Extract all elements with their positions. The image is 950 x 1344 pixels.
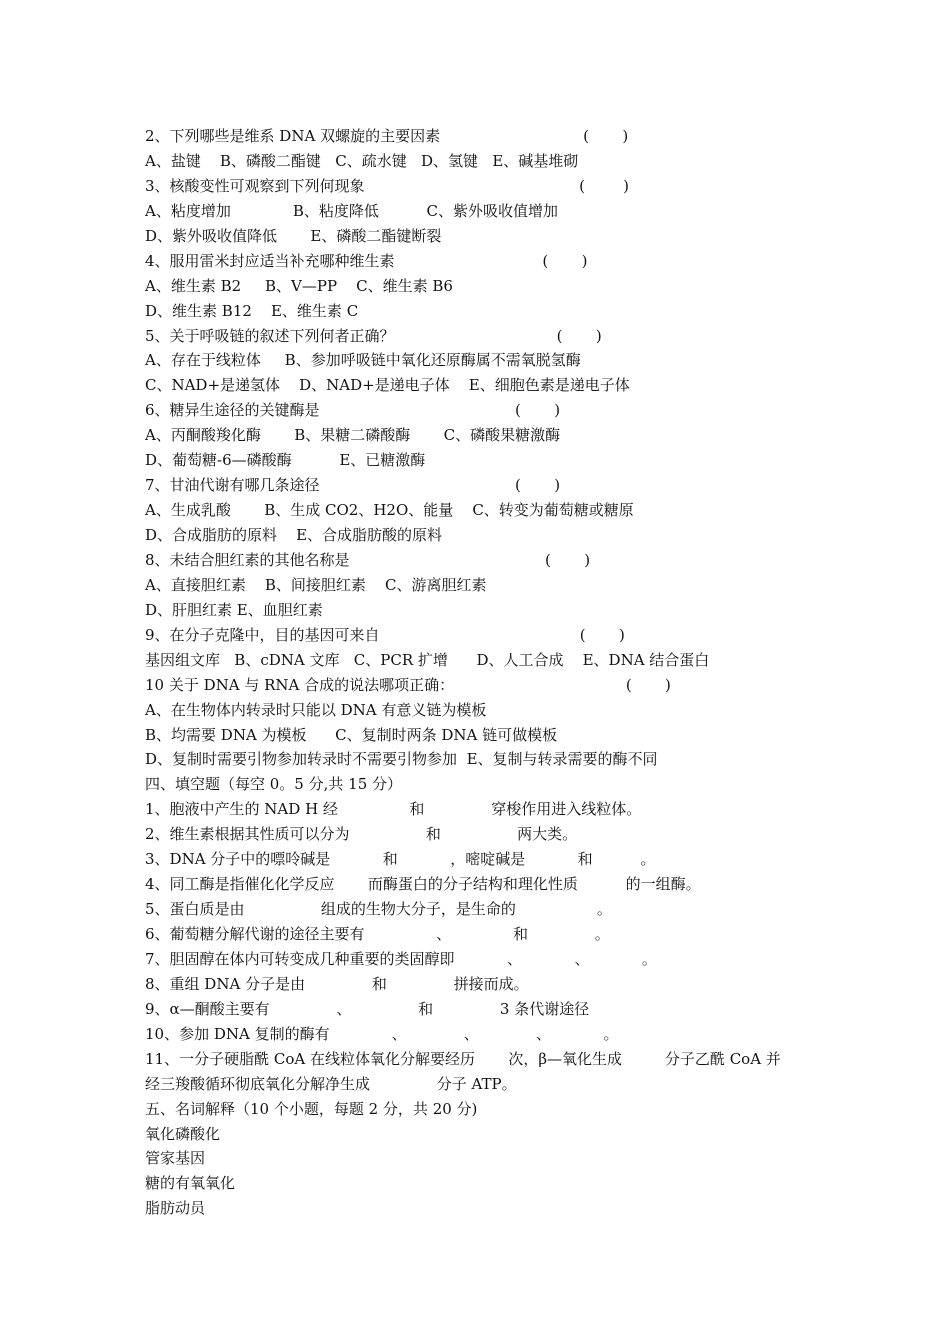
fill-in-3: 3、DNA 分子中的嘌呤碱是 和 ，嘧啶碱是 和 。 [145,850,656,869]
fill-in-11-continued: 经三羧酸循环彻底氧化分解净生成 分子 ATP。 [145,1074,517,1093]
fill-in-5: 5、蛋白质是由 组成的生物大分子，是生命的 。 [145,900,612,919]
question-9: 9、在分子克隆中，目的基因可来自 ( ) [145,625,625,644]
question-7-options-2: D、合成脂肪的原料 E、合成脂肪酸的原料 [145,526,443,544]
fill-in-4: 4、同工酶是指催化化学反应 而酶蛋白的分子结构和理化性质 的一组酶。 [145,875,701,894]
term-oxidative-phosphorylation: 氧化磷酸化 [145,1124,221,1143]
question-4-options-1: A、维生素 B2 B、V—PP C、维生素 B6 [145,276,453,295]
question-5-options-2: C、NAD+是递氢体 D、NAD+是递电子体 E、细胞色素是递电子体 [145,376,630,395]
question-6: 6、糖异生途径的关键酶是 ( ) [145,401,561,420]
fill-in-10: 10、参加 DNA 复制的酶有 、 、 、 。 [145,1024,619,1043]
fill-in-11: 11、一分子硬脂酰 CoA 在线粒体氧化分解要经历 次，β—氧化生成 分子乙酰 CoA 并 [145,1049,781,1068]
question-2-options: A、盐键 B、磷酸二酯键 C、疏水键 D、氢键 E、碱基堆砌 [145,151,579,170]
section-terms-heading: 五、名词解释（10 个小题，每题 2 分，共 20 分) [145,1099,478,1118]
fill-in-8: 8、重组 DNA 分子是由 和 拼接而成。 [145,974,529,993]
fill-in-6: 6、葡萄糖分解代谢的途径主要有 、 和 。 [145,925,610,943]
fill-in-9: 9、α—酮酸主要有 、 和 3 条代谢途径 [145,999,590,1018]
section-fill-in-heading: 四、填空题（每空 0。5 分,共 15 分） [145,775,403,794]
question-4: 4、服用雷米封应适当补充哪种维生素 ( ) [145,251,588,270]
question-9-options: 基因组文库 B、cDNA 文库 C、PCR 扩增 D、人工合成 E、DNA 结合蛋白 [145,650,710,669]
term-housekeeping-gene: 管家基因 [145,1149,206,1168]
question-8-options-2: D、肝胆红素 E、血胆红素 [145,600,323,619]
question-5-options-1: A、存在于线粒体 B、参加呼吸链中氧化还原酶属不需氧脱氢酶 [145,351,581,370]
question-3-options-1: A、粘度增加 B、粘度降低 C、紫外吸收值增加 [145,201,558,220]
question-7: 7、甘油代谢有哪几条途径 ( ) [145,476,561,495]
question-2: 2、下列哪些是维系 DNA 双螺旋的主要因素 ( ) [145,127,629,145]
question-8-options-1: A、直接胆红素 B、间接胆红素 C、游离胆红素 [145,575,487,594]
question-10-options-de: D、复制时需要引物参加转录时不需要引物参加 E、复制与转录需要的酶不同 [145,750,658,769]
question-4-options-2: D、维生素 B12 E、维生素 C [145,301,359,320]
question-6-options-2: D、葡萄糖-6—磷酸酶 E、已糖激酶 [145,451,426,470]
question-3-options-2: D、紫外吸收值降低 E、磷酸二酯键断裂 [145,226,442,245]
question-10: 10 关于 DNA 与 RNA 合成的说法哪项正确： ( ) [145,675,671,694]
fill-in-1: 1、胞液中产生的 NAD H 经 和 穿梭作用进入线粒体。 [145,800,642,819]
question-7-options-1: A、生成乳酸 B、生成 CO2、H2O、能量 C、转变为葡萄糖或糖原 [145,501,634,520]
term-aerobic-oxidation: 糖的有氧氧化 [145,1174,236,1193]
question-10-options-bc: B、均需要 DNA 为模板 C、复制时两条 DNA 链可做模板 [145,725,558,744]
question-6-options-1: A、丙酮酸羧化酶 B、果糖二磷酸酶 C、磷酸果糖激酶 [145,426,561,445]
question-3: 3、核酸变性可观察到下列何现象 ( ) [145,176,629,195]
term-fat-mobilization: 脂肪动员 [145,1199,206,1218]
question-8: 8、未结合胆红素的其他名称是 ( ) [145,550,591,569]
question-5: 5、关于呼吸链的叙述下列何者正确？ ( ) [145,326,602,345]
exam-page [145,124,825,1221]
fill-in-2: 2、维生素根据其性质可以分为 和 两大类。 [145,825,578,844]
fill-in-7: 7、胆固醇在体内可转变成几种重要的类固醇即 、 、 。 [145,949,657,968]
question-10-option-a: A、在生物体内转录时只能以 DNA 有意义链为模板 [145,700,487,719]
